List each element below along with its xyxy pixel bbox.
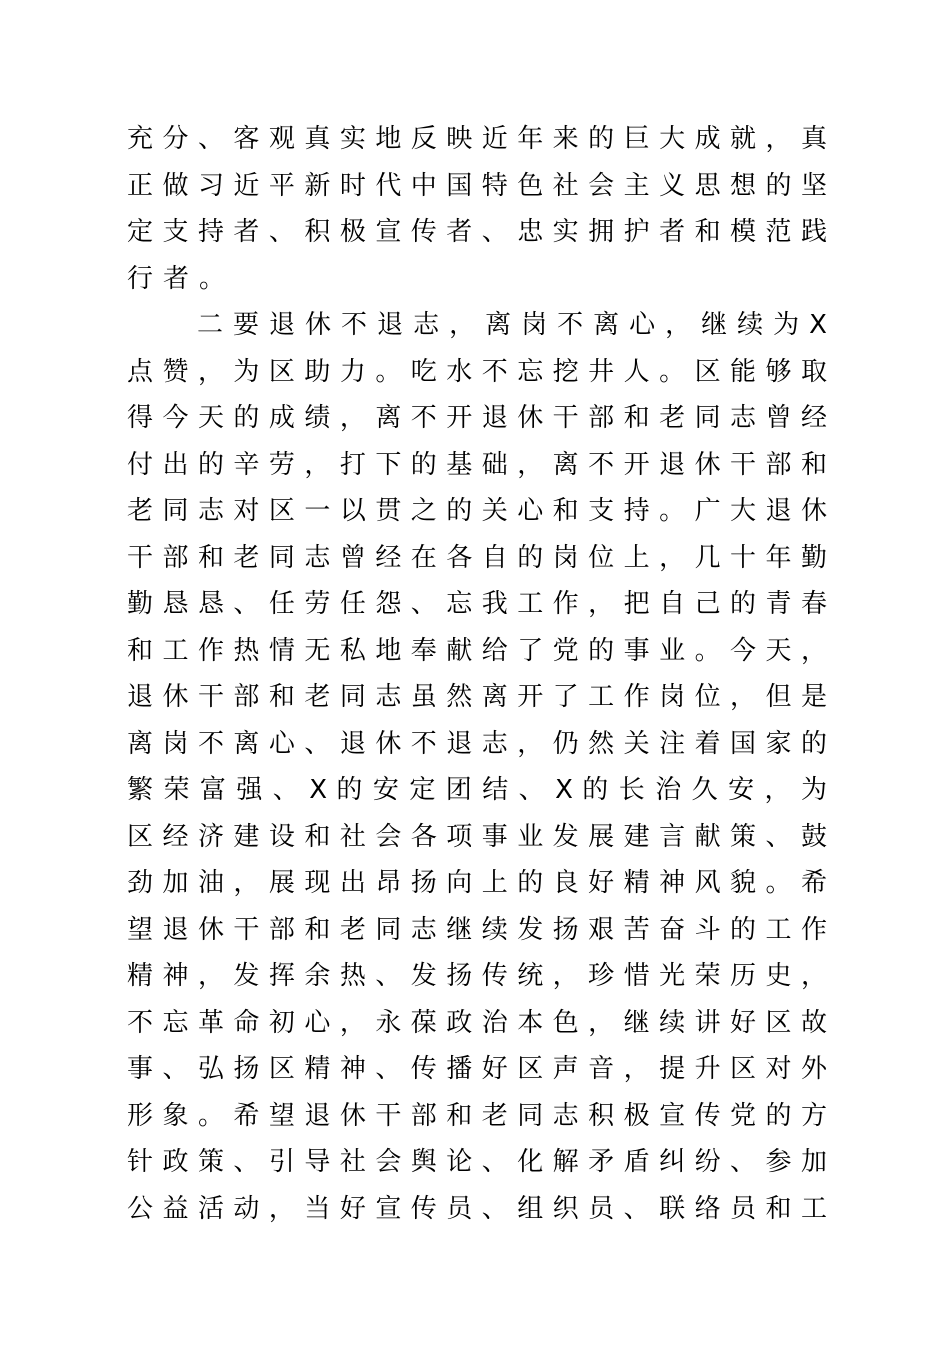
paragraph-first-line: 二 要 退 休 不 退 志 ， 离 岗 不 离 心 ， 继 续 为 X	[197, 310, 827, 340]
text-line: 不 忘 革 命 初 心 ， 永 葆 政 治 本 色 ， 继 续 讲 好 区 故	[127, 1007, 827, 1038]
text-line: 精 神 ， 发 挥 余 热 、 发 扬 传 统 ， 珍 惜 光 荣 历 史 ，	[127, 961, 827, 991]
text-line: 针 政 策 、 引 导 社 会 舆 论 、 化 解 矛 盾 纠 纷 、 参 加	[127, 1147, 827, 1177]
text-line: 离 岗 不 离 心 、 退 休 不 退 志 ， 仍 然 关 注 着 国 家 的	[127, 728, 827, 759]
text-line: 退 休 干 部 和 老 同 志 虽 然 离 开 了 工 作 岗 位 ， 但 是	[127, 682, 827, 712]
text-line: 干 部 和 老 同 志 曾 经 在 各 自 的 岗 位 上 ， 几 十 年 勤	[127, 542, 827, 573]
text-line: 和 工 作 热 情 无 私 地 奉 献 给 了 党 的 事 业 。 今 天 ，	[127, 635, 827, 666]
text-line: 形 象 。 希 望 退 休 干 部 和 老 同 志 积 极 宣 传 党 的 方	[127, 1100, 827, 1131]
text-line: 付 出 的 辛 劳 ， 打 下 的 基 础 ， 离 不 开 退 休 干 部 和	[127, 449, 827, 480]
text-line: 勤 恳 恳 、 任 劳 任 怨 、 忘 我 工 作 ， 把 自 己 的 青 春	[127, 589, 827, 619]
text-line: 区 经 济 建 设 和 社 会 各 项 事 业 发 展 建 言 献 策 、 鼓	[127, 821, 827, 852]
paragraph-end-line: 行者。	[127, 263, 236, 294]
text-line: 公 益 活 动 ， 当 好 宣 传 员 、 组 织 员 、 联 络 员 和 工	[127, 1193, 827, 1224]
text-line: 繁 荣 富 强 、 X 的 安 定 团 结 、 X 的 长 治 久 安 ， 为	[127, 775, 827, 805]
text-line: 点 赞 ， 为 区 助 力 。 吃 水 不 忘 挖 井 人 。 区 能 够 取	[127, 356, 827, 387]
text-line: 正 做 习 近 平 新 时 代 中 国 特 色 社 会 主 义 思 想 的 坚	[127, 170, 827, 201]
body-text	[127, 116, 827, 1232]
text-line: 事 、 弘 扬 区 精 神 、 传 播 好 区 声 音 ， 提 升 区 对 外	[127, 1054, 827, 1084]
text-line: 充 分 、 客 观 真 实 地 反 映 近 年 来 的 巨 大 成 就 ， 真	[127, 124, 827, 154]
text-line: 望 退 休 干 部 和 老 同 志 继 续 发 扬 艰 苦 奋 斗 的 工 作	[127, 914, 827, 945]
text-line: 得 今 天 的 成 绩 ， 离 不 开 退 休 干 部 和 老 同 志 曾 经	[127, 403, 827, 433]
text-line: 定 支 持 者 、 积 极 宣 传 者 、 忠 实 拥 护 者 和 模 范 践	[127, 217, 827, 247]
text-line: 劲 加 油 ， 展 现 出 昂 扬 向 上 的 良 好 精 神 风 貌 。 希	[127, 868, 827, 898]
text-line: 老 同 志 对 区 一 以 贯 之 的 关 心 和 支 持 。 广 大 退 休	[127, 496, 827, 526]
